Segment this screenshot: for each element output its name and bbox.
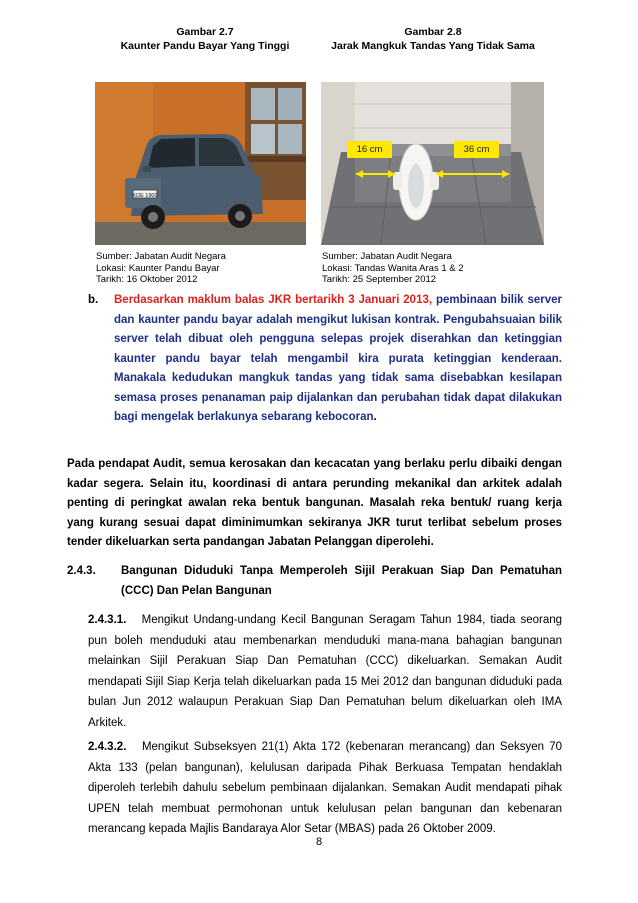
figure-2-7-title: Kaunter Pandu Bayar Yang Tinggi: [120, 40, 290, 52]
figure-2-8-title: Jarak Mangkuk Tandas Yang Tidak Sama: [331, 40, 535, 52]
figure-2-7-location: Lokasi: Kaunter Pandu Bayar: [96, 262, 220, 274]
figure-2-8-source: Sumber: Jabatan Audit Negara: [322, 251, 452, 262]
figure-2-7-source-block: [96, 251, 311, 286]
figure-2-8-location: Lokasi: Tandas Wanita Aras 1 & 2: [322, 262, 464, 274]
figure-2-8-caption: [318, 25, 548, 53]
sub1-text: Mengikut Undang-undang Kecil Bangunan Seragam Tahun 1984, tiada seorang pun boleh menduduki atau membenarkan menduduki mana-mana bahagian bangunan melainkan Sijil Perakuan Siap Dan Pematuhan (CCC) dikeluarkan. Semakan Audit mendapati Sijil Siap Kerja telah dikeluarkan pada 15 Mei 2012 dan bangunan diduduki pada bulan Jun 2012 walaupun Perakuan Siap Dan Pematuhan belum dikeluarkan oleh IMA Arkitek.: [88, 614, 563, 729]
license-plate: KDE 1900: [132, 193, 158, 199]
item-b-response: [114, 291, 562, 428]
sub2-text: Mengikut Subseksyen 21(1) Akta 172 (kebenaran merancang) dan Seksyen 70 Akta 133 (pelan bangunan), kelulusan daripada Pihak Berkuasa Tempatan hendaklah diperoleh terlebih dahulu sebelum pembinaan dijalankan. Semakan Audit mendapati pihak UPEN telah membuat permohonan untuk kelulusan pelan bangunan dan kebenaran merancang kepada Majlis Bandaraya Alor Setar (MBAS) pada 26 Oktober 2009.: [88, 741, 563, 835]
toilet-illustration: [321, 82, 544, 245]
figure-2-7-date: Tarikh: 16 Oktober 2012: [96, 274, 198, 285]
page-number: 8: [315, 836, 323, 848]
sub1-number: 2.4.3.1.: [88, 614, 127, 626]
figure-2-8-photo: [321, 82, 544, 245]
figure-2-7-caption: [95, 25, 315, 53]
figure-2-8-number: Gambar 2.8: [404, 26, 462, 38]
distance-label-right: 36 cm: [454, 141, 499, 158]
figure-2-7-number: Gambar 2.7: [176, 26, 234, 38]
item-b-end: .: [373, 411, 377, 423]
item-b-blue-text: pembinaan bilik server dan kaunter pandu bayar adalah mengikut lukisan kontrak. Pengubahsuaian bilik server telah dibuat oleh pengguna selepas projek diserahkan dan ketinggian kaunter pandu bayar telah mengambil kira purata ketinggian kenderaan. Manakala kedudukan mangkuk tandas yang tidak sama disebabkan kesilapan semasa proses penanaman paip dijalankan dan perubahan tidak dapat dilakukan bagi mengelak berlakunya sebarang kebocoran: [114, 294, 562, 423]
car-counter-illustration: [95, 82, 306, 245]
figure-2-7-source: Sumber: Jabatan Audit Negara: [96, 251, 226, 262]
figure-2-8-date: Tarikh: 25 September 2012: [322, 274, 437, 285]
distance-label-left: 16 cm: [347, 141, 392, 158]
section-title: Bangunan Diduduki Tanpa Memperoleh Sijil Perakuan Siap Dan Pematuhan (CCC) Dan Pelan Bangunan: [121, 565, 562, 597]
subsection-2-4-3-2: [88, 737, 562, 840]
figure-2-7-photo: [95, 82, 306, 245]
sub2-number: 2.4.3.2.: [88, 741, 127, 753]
section-number: 2.4.3.: [67, 565, 96, 577]
audit-opinion-paragraph: Pada pendapat Audit, semua kerosakan dan kecacatan yang berlaku perlu dibaiki dengan kadar segera. Selain itu, koordinasi di antara perunding mekanikal dan arkitek adalah penting di peringkat awalan reka bentuk bangunan. Masalah reka bentuk/ ruang kerja yang kurang sesuai dapat diminimumkan sekiranya JKR turut terlibat sebelum proses tender dikeluarkan serta pandangan Jabatan Pelanggan diperolehi.: [67, 458, 562, 548]
item-b-red-text: Berdasarkan maklum balas JKR bertarikh 3 Januari 2013,: [114, 294, 433, 306]
item-b-marker: b.: [88, 294, 99, 306]
subsection-2-4-3-1: [88, 610, 562, 733]
figure-2-8-source-block: [322, 251, 547, 286]
